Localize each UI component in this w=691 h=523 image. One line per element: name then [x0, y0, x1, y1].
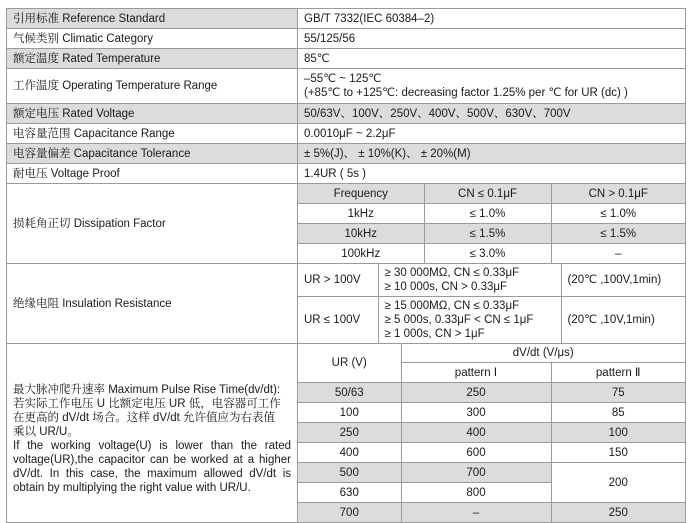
- dissipation-header-row: [298, 184, 685, 204]
- pulse-header-pattern2: pattern Ⅱ: [551, 363, 685, 383]
- pulse-row: [298, 423, 685, 443]
- insulation-subtable: [298, 264, 685, 343]
- dissipation-freq: 10kHz: [298, 224, 424, 244]
- capacitance-range-label: 电容量范围 Capacitance Range: [7, 124, 298, 144]
- dissipation-factor-label: 损耗角正切 Dissipation Factor: [7, 184, 298, 264]
- row-reference-standard: [7, 9, 686, 29]
- dissipation-subtable-cell: [298, 184, 686, 264]
- voltage-proof-value: 1.4UR ( 5s ): [298, 164, 686, 184]
- pulse-row: [298, 403, 685, 423]
- pulse-voltage: 630: [298, 483, 401, 503]
- pulse-header-voltage: UR (V): [298, 344, 401, 383]
- capacitance-tolerance-value: ± 5%(J)、 ± 10%(K)、 ± 20%(M): [298, 144, 686, 164]
- capacitance-range-value: 0.0010μF ~ 2.2μF: [298, 124, 686, 144]
- row-rated-temperature: [7, 49, 686, 69]
- pulse-header-pattern1: pattern Ⅰ: [401, 363, 551, 383]
- dissipation-row: [298, 204, 685, 224]
- pulse-pattern1: 600: [401, 443, 551, 463]
- pulse-en-line1: If the working voltage(U) is lower than the rated: [13, 440, 291, 452]
- spec-sheet: [6, 8, 685, 523]
- dissipation-row: [298, 244, 685, 264]
- pulse-pattern2: 250: [551, 503, 685, 523]
- capacitance-tolerance-label: 电容量偏差 Capacitance Tolerance: [7, 144, 298, 164]
- insulation-low-line3: ≥ 1 000s, CN > 1μF: [384, 328, 485, 340]
- pulse-row: [298, 463, 685, 483]
- insulation-values-low: [378, 297, 561, 344]
- pulse-en-line3: dV/dt. In this case, the maximum allowed dV/dt is: [13, 468, 291, 480]
- pulse-pattern1: 700: [401, 463, 551, 483]
- pulse-row: [298, 503, 685, 523]
- pulse-zh-line1: 若实际工作电压 U 比额定电压 UR 低，电容器可工作: [13, 398, 281, 410]
- pulse-row: [298, 443, 685, 463]
- pulse-zh-line2: 在更高的 dV/dt 场合。这样 dV/dt 允许值应为右表值: [13, 412, 275, 424]
- row-pulse-rise: [7, 344, 686, 523]
- pulse-header-row: [298, 344, 685, 363]
- row-climatic-category: [7, 29, 686, 49]
- row-capacitance-tolerance: [7, 144, 686, 164]
- insulation-row-high: [298, 264, 685, 297]
- dissipation-small: ≤ 3.0%: [424, 244, 551, 264]
- dissipation-header-frequency: Frequency: [298, 184, 424, 204]
- pulse-voltage: 500: [298, 463, 401, 483]
- dissipation-subtable: [298, 184, 685, 263]
- climatic-category-label: 气候类别 Climatic Category: [7, 29, 298, 49]
- insulation-subtable-cell: [298, 264, 686, 344]
- pulse-pattern2: 85: [551, 403, 685, 423]
- pulse-description: [7, 344, 298, 523]
- insulation-voltage-low: UR ≤ 100V: [298, 297, 378, 344]
- insulation-high-line2: ≥ 10 000s, CN > 0.33μF: [384, 281, 508, 293]
- voltage-proof-label: 耐电压 Voltage Proof: [7, 164, 298, 184]
- dissipation-freq: 1kHz: [298, 204, 424, 224]
- pulse-pattern1: 300: [401, 403, 551, 423]
- dissipation-small: ≤ 1.0%: [424, 204, 551, 224]
- operating-temperature-derating: (+85℃ to +125℃: decreasing factor 1.25% per ℃ for UR (dc) ): [304, 87, 628, 99]
- pulse-en-line4: obtain by multiplying the right value with UR/U.: [13, 482, 251, 494]
- rated-voltage-label: 额定电压 Rated Voltage: [7, 104, 298, 124]
- row-dissipation-factor: [7, 184, 686, 264]
- pulse-header-dvdt: dV/dt (V/μs): [401, 344, 685, 363]
- rated-temperature-value: 85℃: [298, 49, 686, 69]
- pulse-pattern1: 800: [401, 483, 551, 503]
- reference-standard-value: GB/T 7332(IEC 60384–2): [298, 9, 686, 29]
- insulation-condition-high: (20℃ ,100V,1min): [561, 264, 685, 297]
- insulation-voltage-high: UR > 100V: [298, 264, 378, 297]
- pulse-voltage: 400: [298, 443, 401, 463]
- dissipation-large: –: [551, 244, 685, 264]
- insulation-high-line1: ≥ 30 000MΩ, CN ≤ 0.33μF: [384, 267, 520, 279]
- pulse-pattern1: 400: [401, 423, 551, 443]
- pulse-pattern2: 100: [551, 423, 685, 443]
- insulation-resistance-label: 绝缘电阻 Insulation Resistance: [7, 264, 298, 344]
- pulse-pattern1: –: [401, 503, 551, 523]
- rated-temperature-label: 额定温度 Rated Temperature: [7, 49, 298, 69]
- pulse-voltage: 700: [298, 503, 401, 523]
- reference-standard-label: 引用标准 Reference Standard: [7, 9, 298, 29]
- pulse-voltage: 50/63: [298, 383, 401, 403]
- row-insulation-resistance: [7, 264, 686, 344]
- operating-temperature-label: 工作温度 Operating Temperature Range: [7, 69, 298, 104]
- spec-table: [6, 8, 686, 523]
- insulation-condition-low: (20℃ ,10V,1min): [561, 297, 685, 344]
- pulse-voltage: 100: [298, 403, 401, 423]
- pulse-pattern2-merged: 200: [551, 463, 685, 503]
- insulation-low-line2: ≥ 5 000s, 0.33μF < CN ≤ 1μF: [384, 314, 534, 326]
- pulse-en-line2: voltage(UR),the capacitor can be worked at a higher: [13, 454, 291, 466]
- row-voltage-proof: [7, 164, 686, 184]
- insulation-values-high: [378, 264, 561, 297]
- row-operating-temperature: [7, 69, 686, 104]
- dissipation-header-small: CN ≤ 0.1μF: [424, 184, 551, 204]
- insulation-low-line1: ≥ 15 000MΩ, CN ≤ 0.33μF: [384, 300, 520, 312]
- dissipation-small: ≤ 1.5%: [424, 224, 551, 244]
- operating-temperature-value: [298, 69, 686, 104]
- pulse-zh-line3: 乘以 UR/U。: [13, 426, 79, 438]
- pulse-subtable-cell: [298, 344, 686, 523]
- pulse-pattern2: 75: [551, 383, 685, 403]
- pulse-row: [298, 383, 685, 403]
- row-capacitance-range: [7, 124, 686, 144]
- dissipation-large: ≤ 1.0%: [551, 204, 685, 224]
- dissipation-large: ≤ 1.5%: [551, 224, 685, 244]
- pulse-title: 最大脉冲爬升速率 Maximum Pulse Rise Time(dv/dt):: [13, 384, 281, 396]
- row-rated-voltage: [7, 104, 686, 124]
- dissipation-header-large: CN > 0.1μF: [551, 184, 685, 204]
- climatic-category-value: 55/125/56: [298, 29, 686, 49]
- operating-temperature-range: –55℃ ~ 125℃: [304, 73, 382, 85]
- pulse-pattern1: 250: [401, 383, 551, 403]
- pulse-subtable: [298, 344, 685, 522]
- dissipation-freq: 100kHz: [298, 244, 424, 264]
- pulse-voltage: 250: [298, 423, 401, 443]
- rated-voltage-value: 50/63V、100V、250V、400V、500V、630V、700V: [298, 104, 686, 124]
- dissipation-row: [298, 224, 685, 244]
- pulse-pattern2: 150: [551, 443, 685, 463]
- insulation-row-low: [298, 297, 685, 344]
